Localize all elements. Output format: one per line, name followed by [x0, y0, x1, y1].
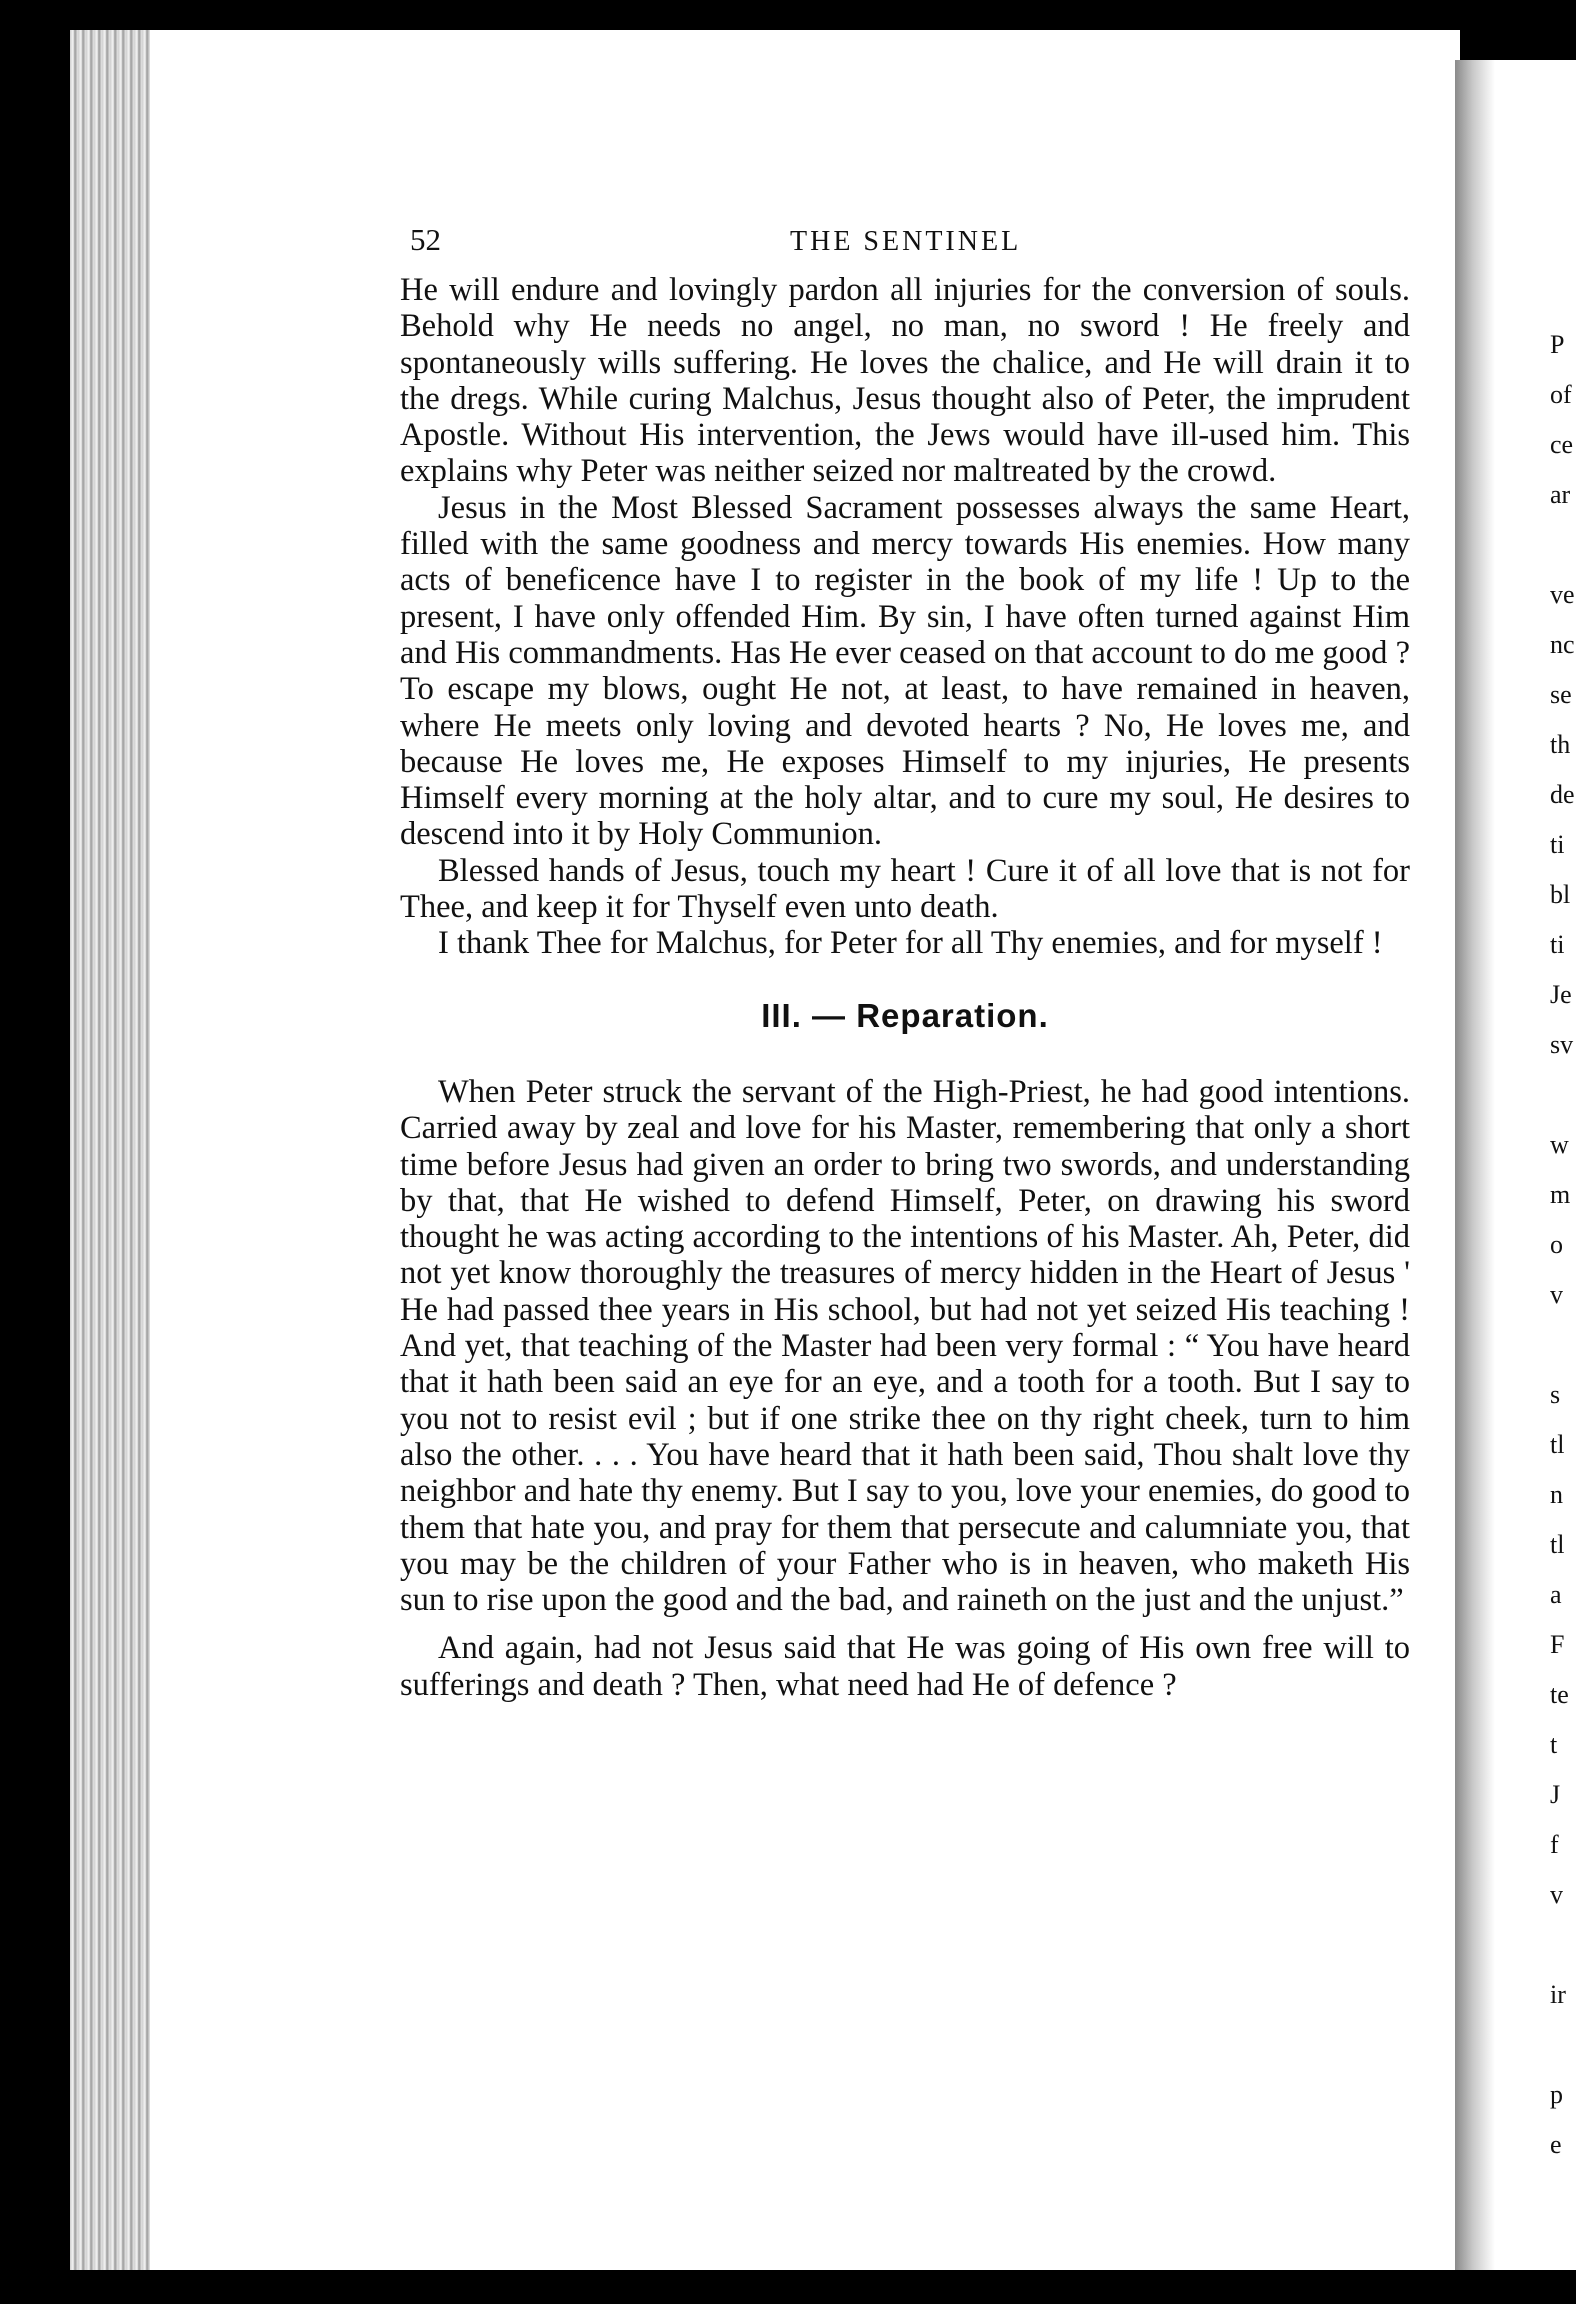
- facing-fragment: [1550, 1330, 1576, 1380]
- facing-fragment: sv: [1550, 1030, 1574, 1059]
- facing-fragment: e: [1550, 2130, 1562, 2159]
- paragraph: Jesus in the Most Blessed Sacrament possesses always the same Heart, filled with the same goodness and mercy towards His enemies. How many acts of beneficence have I to register in the book of my life ! Up to the present, I have only offended Him. By sin, I have often turned against Him and His commandments. Has He ever ceased on that account to do me good ? To escape my blows, ought He not, at least, to have remained in heaven, where He meets only loving and devoted hearts ? No, He loves me, and because He loves me, He exposes Himself to my injuries, He presents Himself every morning at the holy altar, and to cure my soul, He desires to descend into it by Holy Communion.: [400, 489, 1410, 853]
- page-header: [410, 222, 1410, 262]
- facing-fragment: m: [1550, 1180, 1571, 1209]
- facing-fragment: v: [1550, 1880, 1563, 1909]
- facing-fragment: of: [1550, 380, 1572, 409]
- facing-fragment: bl: [1550, 880, 1571, 909]
- facing-fragment: p: [1550, 2080, 1563, 2109]
- page-number: 52: [410, 222, 441, 257]
- facing-fragment: ve: [1550, 580, 1575, 609]
- facing-fragment: [1550, 530, 1576, 580]
- facing-fragment: f: [1550, 1830, 1559, 1859]
- facing-fragment: [1550, 1930, 1576, 1980]
- running-title: THE SENTINEL: [790, 226, 1022, 257]
- facing-fragment: nc: [1550, 630, 1575, 659]
- section-heading: III. — Reparation.: [761, 996, 1049, 1034]
- facing-fragment: te: [1550, 1680, 1569, 1709]
- paragraph: He will endure and lovingly pardon all injuries for the conversion of souls. Behold why He needs no angel, no man, no sword ! He freely and spontaneously wills suffering. He loves the chalice, and He will drain it to the dregs. While curing Malchus, Jesus thought also of Peter, the imprudent Apostle. Without His intervention, the Jews would have ill-used him. This explains why Peter was neither seized nor maltreated by the crowd.: [400, 272, 1410, 490]
- facing-fragment: th: [1550, 730, 1571, 759]
- facing-page-fragments: [1550, 330, 1576, 2180]
- facing-fragment: se: [1550, 680, 1572, 709]
- facing-fragment: n: [1550, 1480, 1563, 1509]
- facing-fragment: ti: [1550, 930, 1565, 959]
- paragraph: And again, had not Jesus said that He was going of His own free will to sufferings and death ? Then, what need had He of defence ?: [400, 1630, 1410, 1703]
- facing-fragment: Je: [1550, 980, 1572, 1009]
- facing-fragment: tl: [1550, 1530, 1565, 1559]
- facing-fragment: de: [1550, 780, 1575, 809]
- facing-fragment: P: [1550, 330, 1565, 359]
- facing-fragment: o: [1550, 1230, 1563, 1259]
- facing-fragment: ir: [1550, 1980, 1566, 2009]
- book-spine-page-edges: [70, 30, 150, 2270]
- facing-fragment: F: [1550, 1630, 1565, 1659]
- paragraph: I thank Thee for Malchus, for Peter for all Thy enemies, and for myself !: [438, 925, 1383, 962]
- page-body: [400, 272, 1410, 1703]
- facing-fragment: J: [1550, 1780, 1561, 1809]
- facing-fragment: tl: [1550, 1430, 1565, 1459]
- paragraph: When Peter struck the servant of the High-Priest, he had good intentions. Carried away by zeal and love for his Master, remembering that only a short time before Jesus had given an order to bring two swords, and understanding by that, that He wished to defend Himself, Peter, on drawing his sword thought he was acting according to the intentions of his Master. Ah, Peter, did not yet know thoroughly the treasures of mercy hidden in the Heart of Jesus ' He had passed thee years in His school, but had not yet seized His teaching ! And yet, that teaching of the Master had been very formal : “ You have heard that it hath been said an eye for an eye, and a tooth for a tooth. But I say to you not to resist evil ; but if one strike thee on thy right cheek, turn to him also the other. . . . You have heard that it hath been said, Thou shalt love thy neighbor and hate thy enemy. But I say to you, love your enemies, do good to them that hate you, and pray for them that persecute and calumniate you, that you may be the children of your Father who is in heaven, who maketh His sun to rise upon the good and the bad, and raineth on the just and the unjust.”: [400, 1073, 1410, 1619]
- facing-fragment: v: [1550, 1280, 1563, 1309]
- facing-fragment: ti: [1550, 830, 1565, 859]
- facing-fragment: [1550, 2030, 1576, 2080]
- facing-fragment: ar: [1550, 480, 1571, 509]
- facing-fragment: t: [1550, 1730, 1558, 1759]
- paragraph: Blessed hands of Jesus, touch my heart ! Cure it of all love that is not for Thee, and keep it for Thyself even unto death.: [400, 852, 1410, 926]
- facing-fragment: a: [1550, 1580, 1562, 1609]
- facing-fragment: ce: [1550, 430, 1574, 459]
- facing-fragment: w: [1550, 1130, 1569, 1159]
- facing-fragment: s: [1550, 1380, 1561, 1409]
- facing-fragment: [1550, 1080, 1576, 1130]
